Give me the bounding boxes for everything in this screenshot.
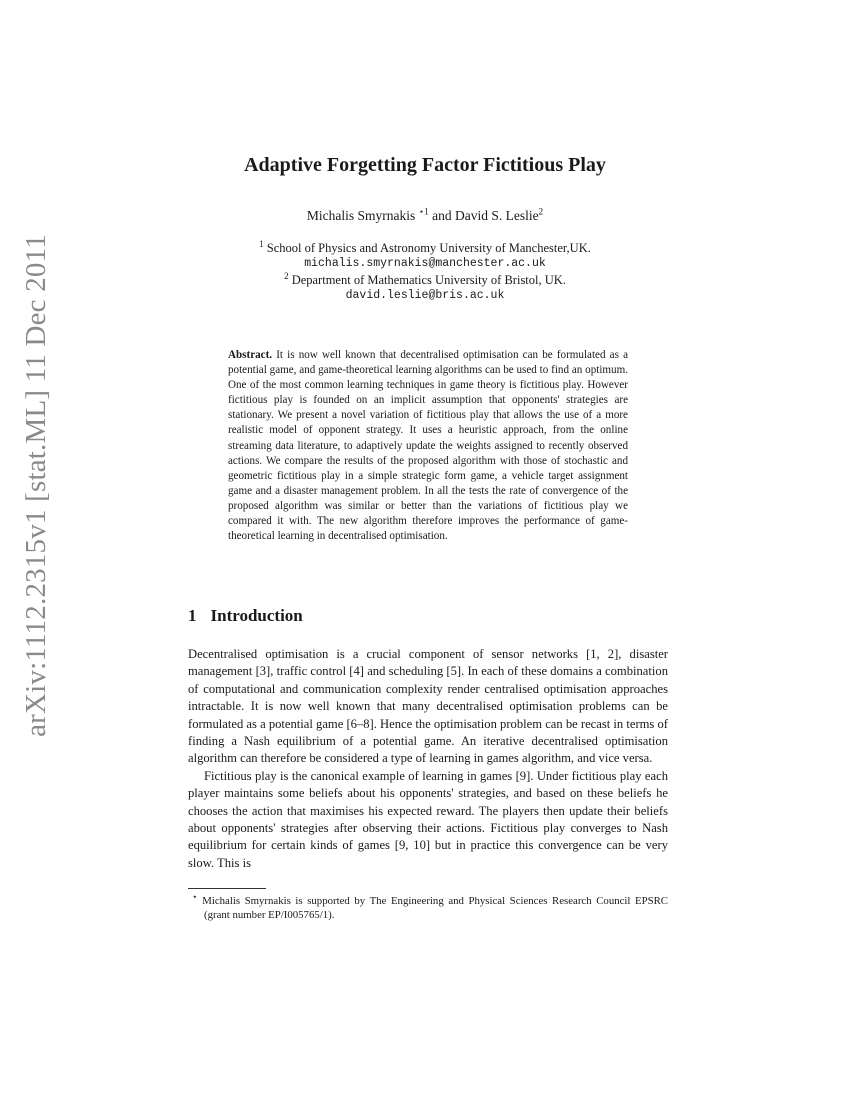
affiliation-email: michalis.smyrnakis@manchester.ac.uk [304, 257, 546, 270]
abstract-text: It is now well known that decentralised optimisation can be formulated as a potential game, and game-theoretical learning algorithms can be used to find an optimum. One of the most common learning techniques in game theory is fictitious play. However fictitious play is founded on an implicit assumption that opponents' strategies are stationary. We present a novel variation of fictitious play that allows the use of a more realistic model of opponent strategy. It uses a heuristic approach, from the online streaming data literature, to adaptively update the weights assigned to recently observed actions. We compare the results of the proposed algorithm with those of stochastic and geometric fictitious play in a simple strategic form game, a vehicle target assignment game and a disaster management problem. In all the tests the rate of convergence of the proposed algorithm was similar or better than the variations of fictitious play we compared it with. The new algorithm therefore improves the performance of game-theoretical learning in decentralised optimisation. [228, 349, 628, 543]
footnote-mark: ⋆ [192, 891, 198, 902]
affiliation-mark: 1 [259, 238, 264, 249]
abstract [228, 348, 628, 544]
author-line [0, 208, 850, 224]
author-conjunction: and [432, 208, 452, 223]
author-mark: ⋆1 [418, 206, 429, 217]
body-paragraph: Fictitious play is the canonical example of learning in games [9]. Under fictitious play each player maintains some beliefs about his opponents' strategies, and based on these beliefs he chooses the action that maximises his expected reward. The players then update their beliefs about opponents' strategies after observing their actions. Fictitious play converges to Nash equilibrium for certain kinds of games [9, 10] but in practice this convergence can be very slow. This is [188, 768, 668, 870]
footnote-text: Michalis Smyrnakis is supported by The Engineering and Physical Sciences Research Council EPSRC (grant number EP/I005765/1). [202, 895, 669, 921]
author-name: Michalis Smyrnakis [306, 208, 416, 223]
body-paragraph: Decentralised optimisation is a crucial component of sensor networks [1, 2], disaster management [3], traffic control [4] and scheduling [5]. In each of these domains a combination of computational and communication complexity render centralised optimisation approaches intractable. It is now well known that many decentralised optimisation problems can be formulated as a potential game [6–8]. Hence the optimisation problem can be recast in terms of finding a Nash equilibrium of a potential game. An iterative decentralised optimisation algorithm can therefore be considered a type of learning in games algorithm, and vice versa. [188, 647, 668, 766]
affiliation-email: david.leslie@bris.ac.uk [345, 289, 505, 302]
affiliation-name: Department of Mathematics University of Bristol, UK. [291, 273, 566, 287]
footnote [188, 891, 669, 922]
abstract-label: Abstract. [228, 349, 273, 361]
section-heading [188, 606, 303, 626]
section-title: Introduction [210, 606, 303, 625]
section-body [188, 646, 668, 872]
arxiv-identifier-sidebar [14, 233, 58, 737]
affiliation-mark: 2 [284, 270, 289, 281]
affiliation-name: School of Physics and Astronomy University of Manchester,UK. [266, 241, 591, 255]
author-mark: 2 [538, 206, 544, 217]
affiliations [0, 240, 850, 304]
affiliation [0, 240, 850, 256]
arxiv-identifier: arXiv:1112.2315v1 [stat.ML] 11 Dec 2011 [19, 233, 52, 737]
affiliation [0, 272, 850, 288]
paper-title: Adaptive Forgetting Factor Fictitious Play [244, 154, 606, 176]
author-name: David S. Leslie [455, 208, 539, 223]
footnote-rule [188, 888, 266, 889]
section-number: 1 [188, 606, 197, 625]
